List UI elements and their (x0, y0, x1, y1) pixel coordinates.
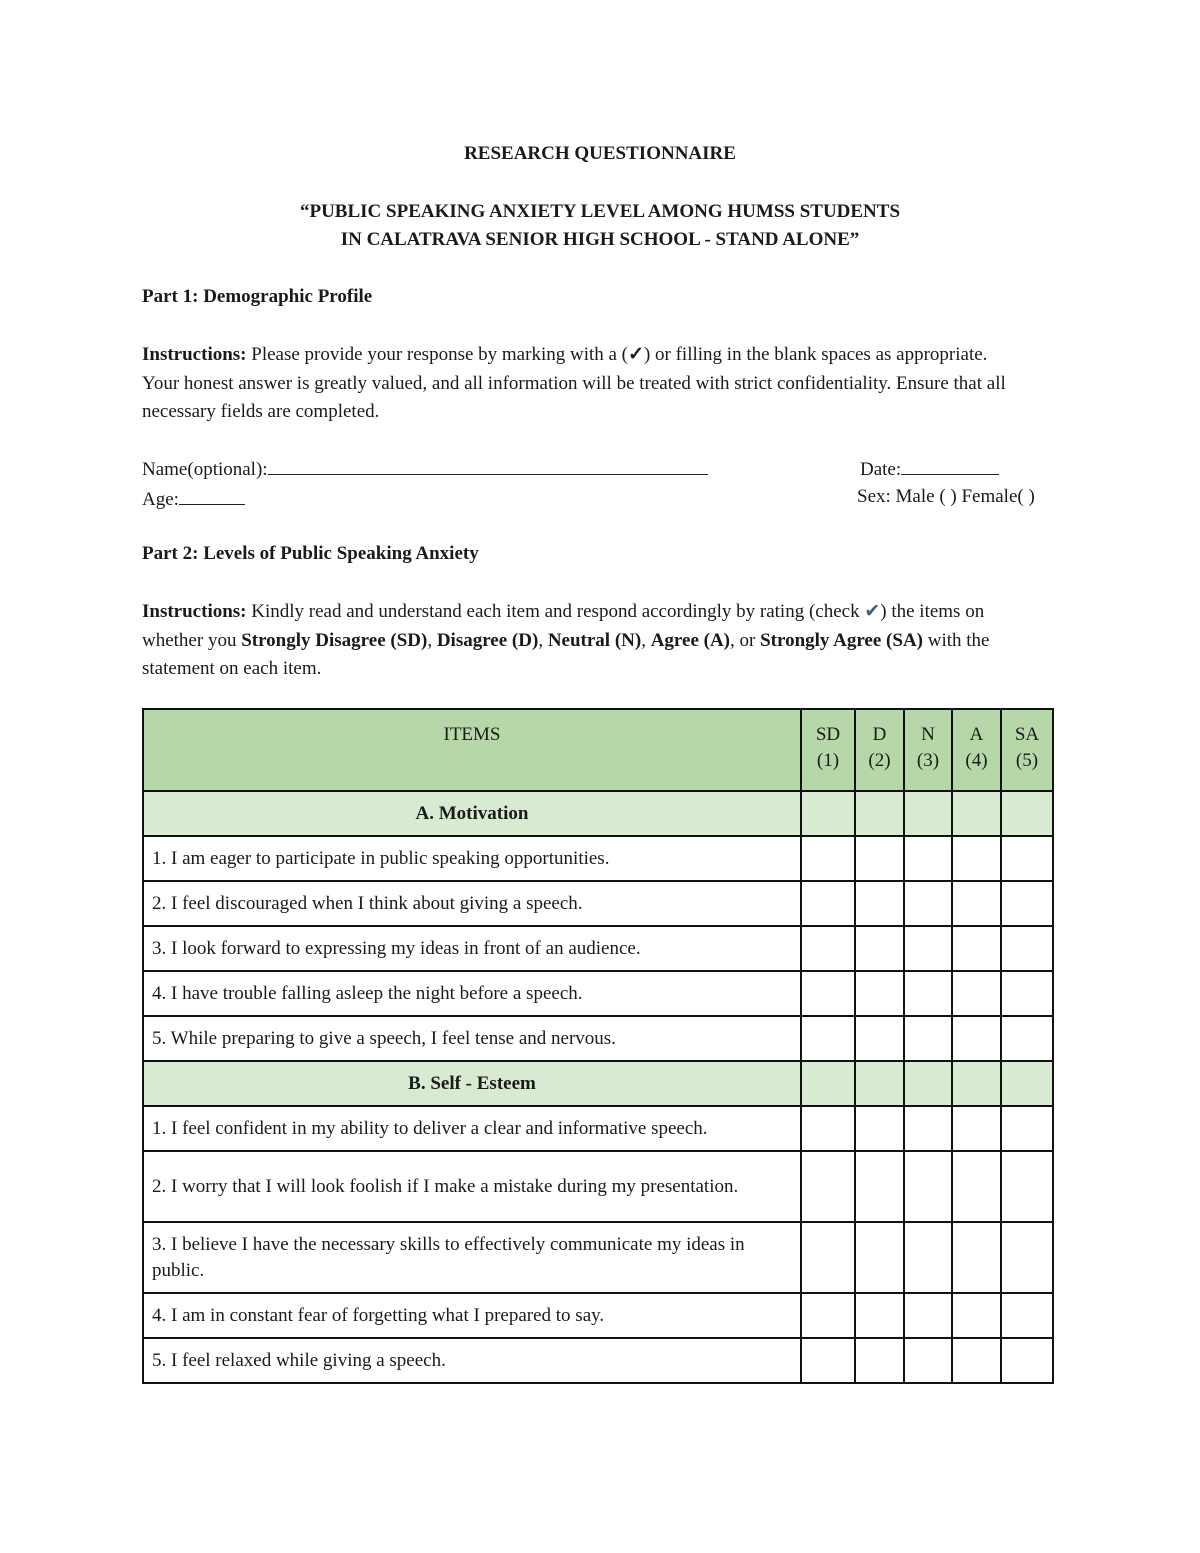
section-cell (952, 1061, 1001, 1106)
rating-cell-sd[interactable] (801, 1293, 855, 1338)
rating-cell-sd[interactable] (801, 1106, 855, 1151)
rating-cell-a[interactable] (952, 1106, 1001, 1151)
document-title: RESEARCH QUESTIONNAIRE (464, 143, 736, 164)
part1-instructions-label: Instructions: (142, 344, 247, 365)
part2-heading: Part 2: Levels of Public Speaking Anxiety (142, 543, 479, 564)
section-cell (801, 1061, 855, 1106)
rating-cell-a[interactable] (952, 836, 1001, 881)
rating-cell-a[interactable] (952, 926, 1001, 971)
rating-cell-d[interactable] (855, 836, 904, 881)
section-cell (801, 791, 855, 836)
part1-instructions (142, 341, 1022, 427)
rating-cell-sa[interactable] (1001, 1293, 1053, 1338)
section-title: B. Self - Esteem (143, 1061, 801, 1106)
rating-cell-sa[interactable] (1001, 836, 1053, 881)
section-cell (952, 791, 1001, 836)
item-text: 3. I believe I have the necessary skills to effectively communicate my ideas in public. (143, 1222, 801, 1293)
date-field[interactable] (860, 456, 999, 481)
section-cell (904, 1061, 952, 1106)
rating-cell-sd[interactable] (801, 881, 855, 926)
rating-cell-d[interactable] (855, 926, 904, 971)
rating-cell-sa[interactable] (1001, 1222, 1053, 1293)
table-row (143, 1016, 1053, 1061)
name-blank[interactable] (268, 456, 708, 475)
rating-cell-sd[interactable] (801, 1222, 855, 1293)
rating-cell-d[interactable] (855, 1151, 904, 1222)
scale-header-a (952, 709, 1001, 791)
rating-cell-a[interactable] (952, 881, 1001, 926)
part2-text-c: with the statement on each item. (142, 629, 990, 679)
part2-sep: , (427, 629, 437, 651)
rating-cell-n[interactable] (904, 926, 952, 971)
rating-cell-n[interactable] (904, 971, 952, 1016)
scale-abbr: A (969, 724, 984, 745)
table-row (143, 926, 1053, 971)
scale-header-sd (801, 709, 855, 791)
table-header-row (143, 709, 1053, 791)
part2-instructions (142, 598, 1042, 684)
rating-cell-a[interactable] (952, 971, 1001, 1016)
check-mark-icon: ✔ (864, 601, 881, 622)
section-cell (1001, 1061, 1053, 1106)
rating-cell-sa[interactable] (1001, 926, 1053, 971)
table-row (143, 1293, 1053, 1338)
section-row-self-esteem (143, 1061, 1053, 1106)
age-label: Age: (142, 489, 179, 510)
scale-n-label: Neutral (N) (547, 629, 642, 651)
part2-text-b: ) the items on whether you (142, 601, 985, 651)
section-cell (855, 791, 904, 836)
age-field[interactable] (142, 486, 245, 511)
part1-heading: Part 1: Demographic Profile (142, 286, 373, 307)
name-field[interactable] (142, 456, 708, 481)
rating-cell-d[interactable] (855, 1338, 904, 1383)
items-header: ITEMS (143, 709, 801, 791)
scale-abbr: D (872, 724, 887, 745)
item-text: 4. I am in constant fear of forgetting what I prepared to say. (143, 1293, 801, 1338)
rating-cell-sa[interactable] (1001, 971, 1053, 1016)
sex-field[interactable]: Sex: Male ( ) Female( ) (857, 486, 1035, 507)
rating-cell-sd[interactable] (801, 1338, 855, 1383)
scale-num: (3) (916, 750, 940, 771)
rating-cell-sd[interactable] (801, 836, 855, 881)
scale-header-d (855, 709, 904, 791)
part2-text-a: Kindly read and understand each item and respond accordingly by rating (check (246, 601, 865, 622)
table-row (143, 971, 1053, 1016)
rating-cell-n[interactable] (904, 1106, 952, 1151)
scale-num: (2) (868, 750, 891, 771)
item-text: 5. I feel relaxed while giving a speech. (143, 1338, 801, 1383)
check-mark-icon: ✓ (628, 344, 644, 365)
rating-cell-n[interactable] (904, 1338, 952, 1383)
part1-instructions-text-a: Please provide your response by marking with a ( (246, 344, 629, 365)
study-title-line-1: “PUBLIC SPEAKING ANXIETY LEVEL AMONG HUMSS STUDENTS (299, 201, 901, 222)
rating-cell-n[interactable] (904, 1016, 952, 1061)
scale-sa-label: Strongly Agree (SA) (760, 629, 923, 651)
date-blank[interactable] (901, 456, 999, 475)
rating-cell-d[interactable] (855, 1222, 904, 1293)
scale-num: (1) (816, 750, 840, 771)
rating-cell-d[interactable] (855, 971, 904, 1016)
rating-cell-n[interactable] (904, 1293, 952, 1338)
rating-cell-n[interactable] (904, 1222, 952, 1293)
scale-abbr: SD (815, 724, 841, 745)
rating-cell-n[interactable] (904, 881, 952, 926)
scale-abbr: SA (1014, 724, 1040, 745)
table-row (143, 1151, 1053, 1222)
section-cell (855, 1061, 904, 1106)
scale-header-n (904, 709, 952, 791)
age-blank[interactable] (179, 486, 245, 505)
questionnaire-table (142, 708, 1054, 1384)
item-text: 1. I am eager to participate in public speaking opportunities. (143, 836, 801, 881)
item-text: 5. While preparing to give a speech, I feel tense and nervous. (143, 1016, 801, 1061)
rating-cell-n[interactable] (904, 1151, 952, 1222)
table-row (143, 1106, 1053, 1151)
rating-cell-d[interactable] (855, 881, 904, 926)
rating-cell-sd[interactable] (801, 1151, 855, 1222)
item-text: 2. I feel discouraged when I think about giving a speech. (143, 881, 801, 926)
date-label: Date: (860, 459, 902, 480)
part2-sep: , (641, 629, 651, 651)
item-text: 4. I have trouble falling asleep the night before a speech. (143, 971, 801, 1016)
table-row (143, 1222, 1053, 1293)
scale-num: (4) (965, 750, 988, 771)
rating-cell-sa[interactable] (1001, 1016, 1053, 1061)
rating-cell-a[interactable] (952, 1016, 1001, 1061)
section-title: A. Motivation (143, 791, 801, 836)
rating-cell-sa[interactable] (1001, 881, 1053, 926)
section-cell (904, 791, 952, 836)
rating-cell-sd[interactable] (801, 926, 855, 971)
rating-cell-a[interactable] (952, 1293, 1001, 1338)
table-row (143, 836, 1053, 881)
rating-cell-a[interactable] (952, 1338, 1001, 1383)
scale-header-sa (1001, 709, 1053, 791)
part2-instructions-label: Instructions: (142, 601, 247, 622)
study-title-line-2: IN CALATRAVA SENIOR HIGH SCHOOL - STAND ALONE” (340, 229, 860, 250)
part1-instructions-text-b: ) or filling in the blank spaces as appropriate. Your honest answer is greatly valued, and all information will be treated with strict confidentiality. Ensure that all necessary fields are completed. (142, 344, 1006, 422)
part2-sep: , or (730, 629, 761, 651)
rating-cell-sa[interactable] (1001, 1338, 1053, 1383)
section-cell (1001, 791, 1053, 836)
item-text: 2. I worry that I will look foolish if I make a mistake during my presentation. (143, 1151, 801, 1222)
rating-cell-n[interactable] (904, 836, 952, 881)
rating-cell-sa[interactable] (1001, 1106, 1053, 1151)
rating-cell-d[interactable] (855, 1016, 904, 1061)
rating-cell-d[interactable] (855, 1106, 904, 1151)
scale-a-label: Agree (A) (650, 629, 731, 651)
scale-d-label: Disagree (D) (436, 629, 539, 651)
rating-cell-a[interactable] (952, 1151, 1001, 1222)
scale-num: (5) (1015, 750, 1039, 771)
rating-cell-sd[interactable] (801, 1016, 855, 1061)
item-text: 3. I look forward to expressing my ideas in front of an audience. (143, 926, 801, 971)
name-label: Name(optional): (142, 459, 268, 480)
rating-cell-sa[interactable] (1001, 1151, 1053, 1222)
rating-cell-a[interactable] (952, 1222, 1001, 1293)
section-row-motivation (143, 791, 1053, 836)
rating-cell-d[interactable] (855, 1293, 904, 1338)
table-row (143, 1338, 1053, 1383)
table-row (143, 881, 1053, 926)
rating-cell-sd[interactable] (801, 971, 855, 1016)
scale-sd-label: Strongly Disagree (SD) (241, 629, 428, 651)
part2-sep: , (538, 629, 548, 651)
scale-abbr: N (921, 724, 935, 745)
item-text: 1. I feel confident in my ability to deliver a clear and informative speech. (143, 1106, 801, 1151)
